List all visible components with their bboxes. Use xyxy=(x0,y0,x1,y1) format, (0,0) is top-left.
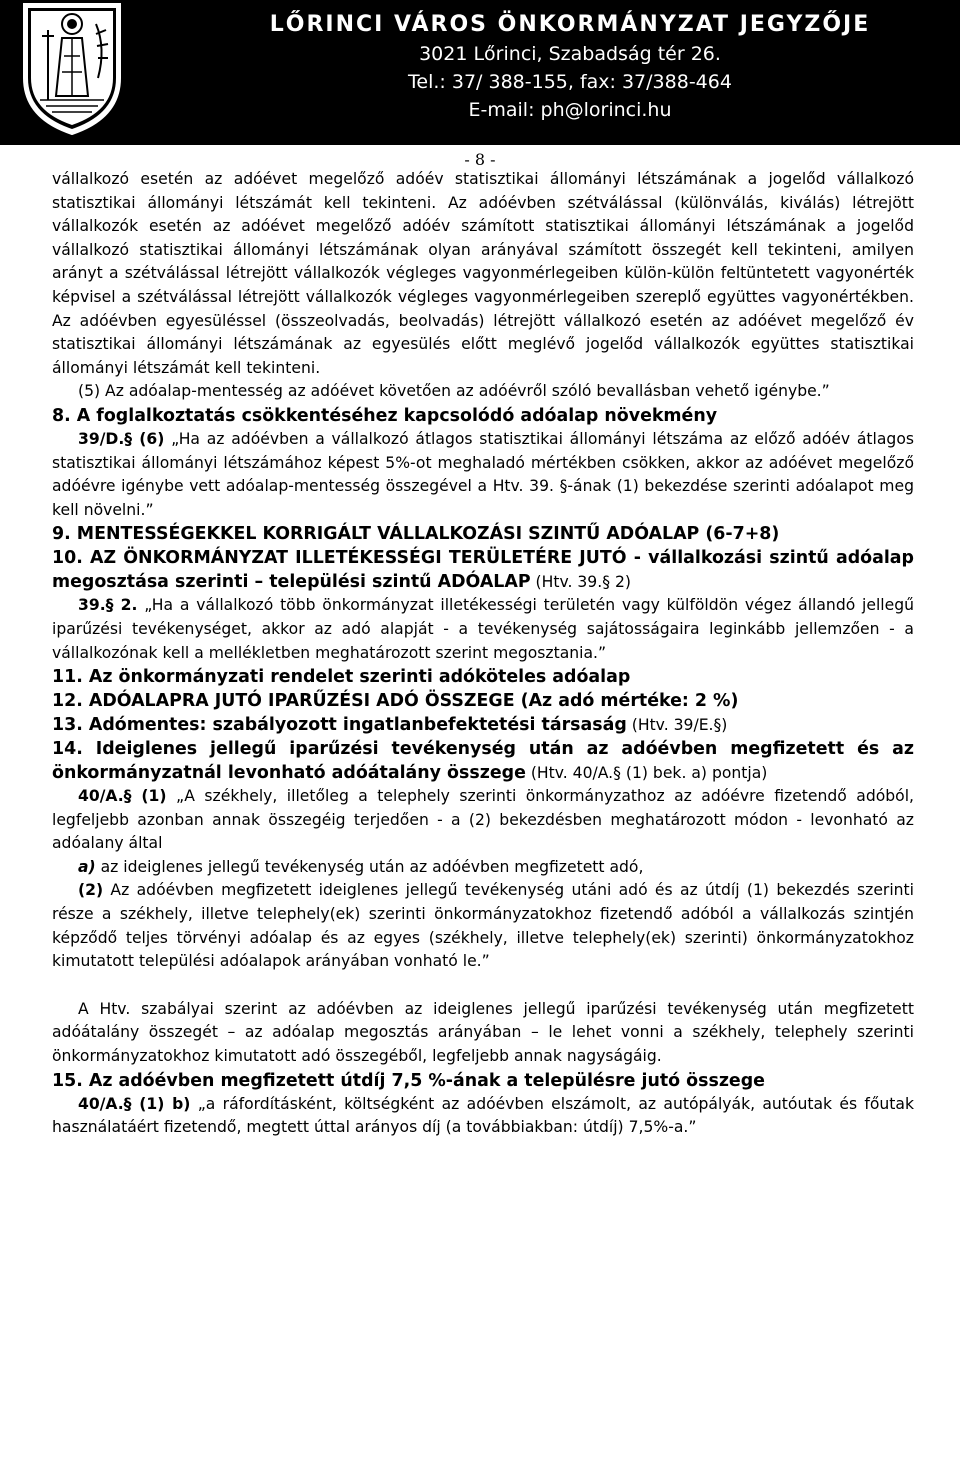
section-10-heading xyxy=(52,546,914,594)
section-15-heading: 15. Az adóévben megfizetett útdíj 7,5 %-ának a településre jutó összege xyxy=(52,1070,765,1091)
section-10-body: „Ha a vállalkozó több önkormányzat illetékességi területén vagy külföldön végez állandó jellegű iparűzési tevékenységet, akkor az adó alapját - a tevékenység sajátosságaira leginkább jellemzően - a vállalkozónak kell a mellékletben meghatározott szerint megosztania.” xyxy=(52,596,915,662)
section-14-note: A Htv. szabályai szerint az adóévben az ideiglenes jellegű iparűzési tevékenység után megfizetett adóátalány összegét – az adóalap megosztás arányában – le lehet vonni a székhely, telephely szerinti önkormányzatokhoz kimutatott adó összegéből, legfeljebb annak nagyságáig. xyxy=(52,999,914,1066)
page-number: - 8 - xyxy=(464,150,496,169)
paragraph-exemption: (5) Az adóalap-mentesség az adóévet követően az adóévről szóló bevallásban vehető igénybe.” xyxy=(78,382,830,401)
section-14-body: „A székhely, illetőleg a telephely szerinti önkormányzathoz az adóévre fizetendő adóból, legfeljebb azonban annak összegéig terjedően - a (2) bekezdésben meghatározott módon - levonható az adóalany által xyxy=(52,787,914,853)
section-14-ref: (Htv. 40/A.§ (1) bek. a) pontja) xyxy=(525,764,768,783)
office-title: LŐRINCI VÁROS ÖNKORMÁNYZAT JEGYZŐJE xyxy=(269,12,871,37)
section-14-heading xyxy=(52,737,914,785)
section-14-item-2 xyxy=(52,879,914,973)
section-14-title: 14. Ideiglenes jellegű iparűzési tevékenység után az adóévben megfizetett és az önkormányzatnál levonható adóátalány összege xyxy=(52,739,914,784)
section-14-item-a-lead: a) xyxy=(78,857,96,876)
section-13-ref: (Htv. 39/E.§) xyxy=(626,716,728,735)
section-14-item-a xyxy=(52,856,914,880)
section-14-text xyxy=(52,785,914,856)
paragraph-continued: vállalkozó esetén az adóévet megelőző adóév statisztikai állományi létszámának a jogelőd vállalkozó statisztikai állományi létszámát kell tekinteni. Az adóévben szétválással (különválás, kiválás) létrejött vállalkozók esetén az adóévet megelőző adóév számított statisztikai állományi létszámának a jogelőd vállalkozó statisztikai állományi létszámának olyan arányával számított összegét kell tekinteni, amilyen arányt a szétválással létrejött vállalkozók végleges vagyonmérlegeiben külön-külön feltüntetett vagyonérték képvisel a szétválással létrejött vállalkozók végleges vagyonmérlegeiben szereplő együttes vagyonértékben. Az adóévben egyesüléssel (összeolvadás, beolvadás) létrejött vállalkozó esetén az adóévet megelőző év statisztikai állományi létszámának az egyesülés előtt meglévő jogelőd vállalkozók együttes statisztikai állományi létszámát kell tekinteni. xyxy=(52,170,914,377)
office-address: 3021 Lőrinci, Szabadság tér 26. xyxy=(419,43,721,65)
section-13-title: 13. Adómentes: szabályozott ingatlanbefektetési társaság xyxy=(52,715,627,736)
section-11-heading: 11. Az önkormányzati rendelet szerinti adóköteles adóalap xyxy=(52,667,631,688)
section-12-heading: 12. ADÓALAPRA JUTÓ IPARŰZÉSI ADÓ ÖSSZEGE (Az adó mértéke: 2 %) xyxy=(52,691,739,712)
section-10-ref: (Htv. 39.§ 2) xyxy=(530,573,631,592)
section-14-item-2-body: Az adóévben megfizetett ideiglenes jellegű tevékenység utáni adó és az útdíj (1) bekezdés szerinti része a székhely, illetve telephely(ek) szerinti önkormányzatokhoz fizetendő adóból a vállalkozás szintjén képződő teljes törvényi adóalap és az egyes (székhely, illetve telephely(ek) szerinti) önkormányzatokhoz kimutatott települési adóalapok arányában vonható le.” xyxy=(52,881,914,971)
section-8-lead: 39/D.§ (6) xyxy=(78,429,165,448)
section-8-heading: 8. A foglalkoztatás csökkentéséhez kapcsolódó adóalap növekmény xyxy=(52,405,718,426)
section-8-text xyxy=(52,428,914,522)
section-14-lead: 40/A.§ (1) xyxy=(78,787,167,806)
section-10-text xyxy=(52,594,914,665)
section-15-lead: 40/A.§ (1) b) xyxy=(78,1094,191,1113)
section-9-heading: 9. MENTESSÉGEKKEL KORRIGÁLT VÁLLALKOZÁSI SZINTŰ ADÓALAP (6-7+8) xyxy=(52,524,780,545)
section-10-title: 10. AZ ÖNKORMÁNYZAT ILLETÉKESSÉGI TERÜLETÉRE JUTÓ - vállalkozási szintű adóalap megosztása szerinti – települési szintű ADÓALAP xyxy=(52,548,914,593)
section-8-body: „Ha az adóévben a vállalkozó átlagos statisztikai állományi létszáma az előző adóév átlagos statisztikai állományi létszámához képest 5%-ot meghaladó mértékben csökken, akkor az adóévet megelőző adóévre igénybe vett adóalap-mentesség összegével a Htv. 39. §-ának (1) bekezdése szerinti adóalapot meg kell növelni.” xyxy=(52,429,914,519)
office-phone: Tel.: 37/ 388-155, fax: 37/388-464 xyxy=(408,71,732,93)
section-15-body: „a ráfordításként, költségként az adóévben elszámolt, az autópályák, autóutak és főutak használatáért fizetendő, megtett úttal arányos díj (a továbbiakban: útdíj) 7,5%-a.” xyxy=(52,1094,914,1137)
section-10-lead: 39.§ 2. xyxy=(78,596,138,615)
section-14-item-a-body: az ideiglenes jellegű tevékenység után az adóévben megfizetett adó, xyxy=(95,857,644,876)
document-body xyxy=(52,168,914,1140)
section-14-item-2-lead: (2) xyxy=(78,881,104,900)
section-15-text xyxy=(52,1093,914,1140)
letterhead xyxy=(0,0,960,145)
office-email: E-mail: ph@lorinci.hu xyxy=(468,99,672,121)
coat-of-arms-logo xyxy=(18,0,126,136)
section-13-heading xyxy=(52,713,914,737)
